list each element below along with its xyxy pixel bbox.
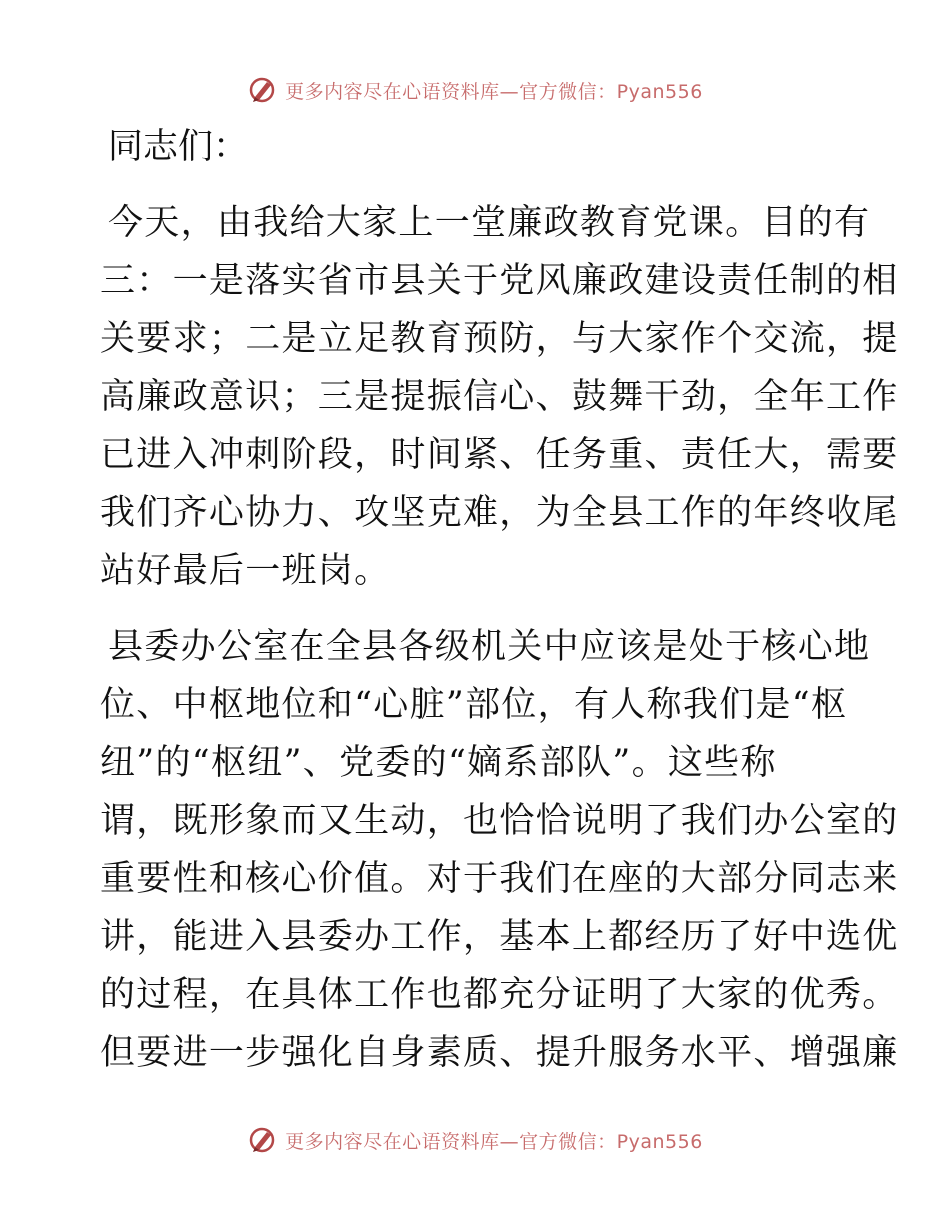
text-line: 已进入冲刺阶段，时间紧、任务重、责任大，需要 [100, 435, 899, 475]
pen-logo-icon [247, 75, 277, 105]
text-line: 重要性和核心价值。对于我们在座的大部分同志来 [100, 859, 899, 899]
watermark-text: 更多内容尽在心语资料库—官方微信：Pyan556 [285, 80, 703, 103]
document-body [100, 118, 899, 1100]
pen-logo-icon [247, 1125, 277, 1155]
header-watermark [0, 70, 950, 110]
text-line: 我们齐心协力、攻坚克难，为全县工作的年终收尾 [100, 493, 899, 533]
text-line: 今天，由我给大家上一堂廉政教育党课。目的有 [108, 203, 871, 243]
text-line: 三：一是落实省市县关于党风廉政建设责任制的相 [100, 261, 899, 301]
text-line: 高廉政意识；三是提振信心、鼓舞干劲，全年工作 [100, 377, 899, 417]
text-line: 位、中枢地位和“心脏”部位，有人称我们是“枢 [100, 685, 848, 725]
text-line: 的过程，在具体工作也都充分证明了大家的优秀。 [100, 975, 899, 1015]
text-line: 县委办公室在全县各级机关中应该是处于核心地 [108, 627, 871, 667]
watermark-text: 更多内容尽在心语资料库—官方微信：Pyan556 [285, 1130, 703, 1153]
text-line: 但要进一步强化自身素质、提升服务水平、增强廉 [100, 1033, 899, 1073]
text-line: 谓，既形象而又生动，也恰恰说明了我们办公室的 [100, 801, 899, 841]
footer-watermark [0, 1120, 950, 1160]
text-line: 讲，能进入县委办工作，基本上都经历了好中选优 [100, 917, 899, 957]
greeting: 同志们： [108, 127, 249, 167]
text-line: 关要求；二是立足教育预防，与大家作个交流，提 [100, 319, 899, 359]
text-line: 站好最后一班岗。 [100, 551, 391, 591]
text-line: 纽”的“枢纽”、党委的“嫡系部队”。这些称 [100, 743, 777, 783]
paragraph [100, 618, 899, 1082]
paragraph [100, 194, 899, 600]
